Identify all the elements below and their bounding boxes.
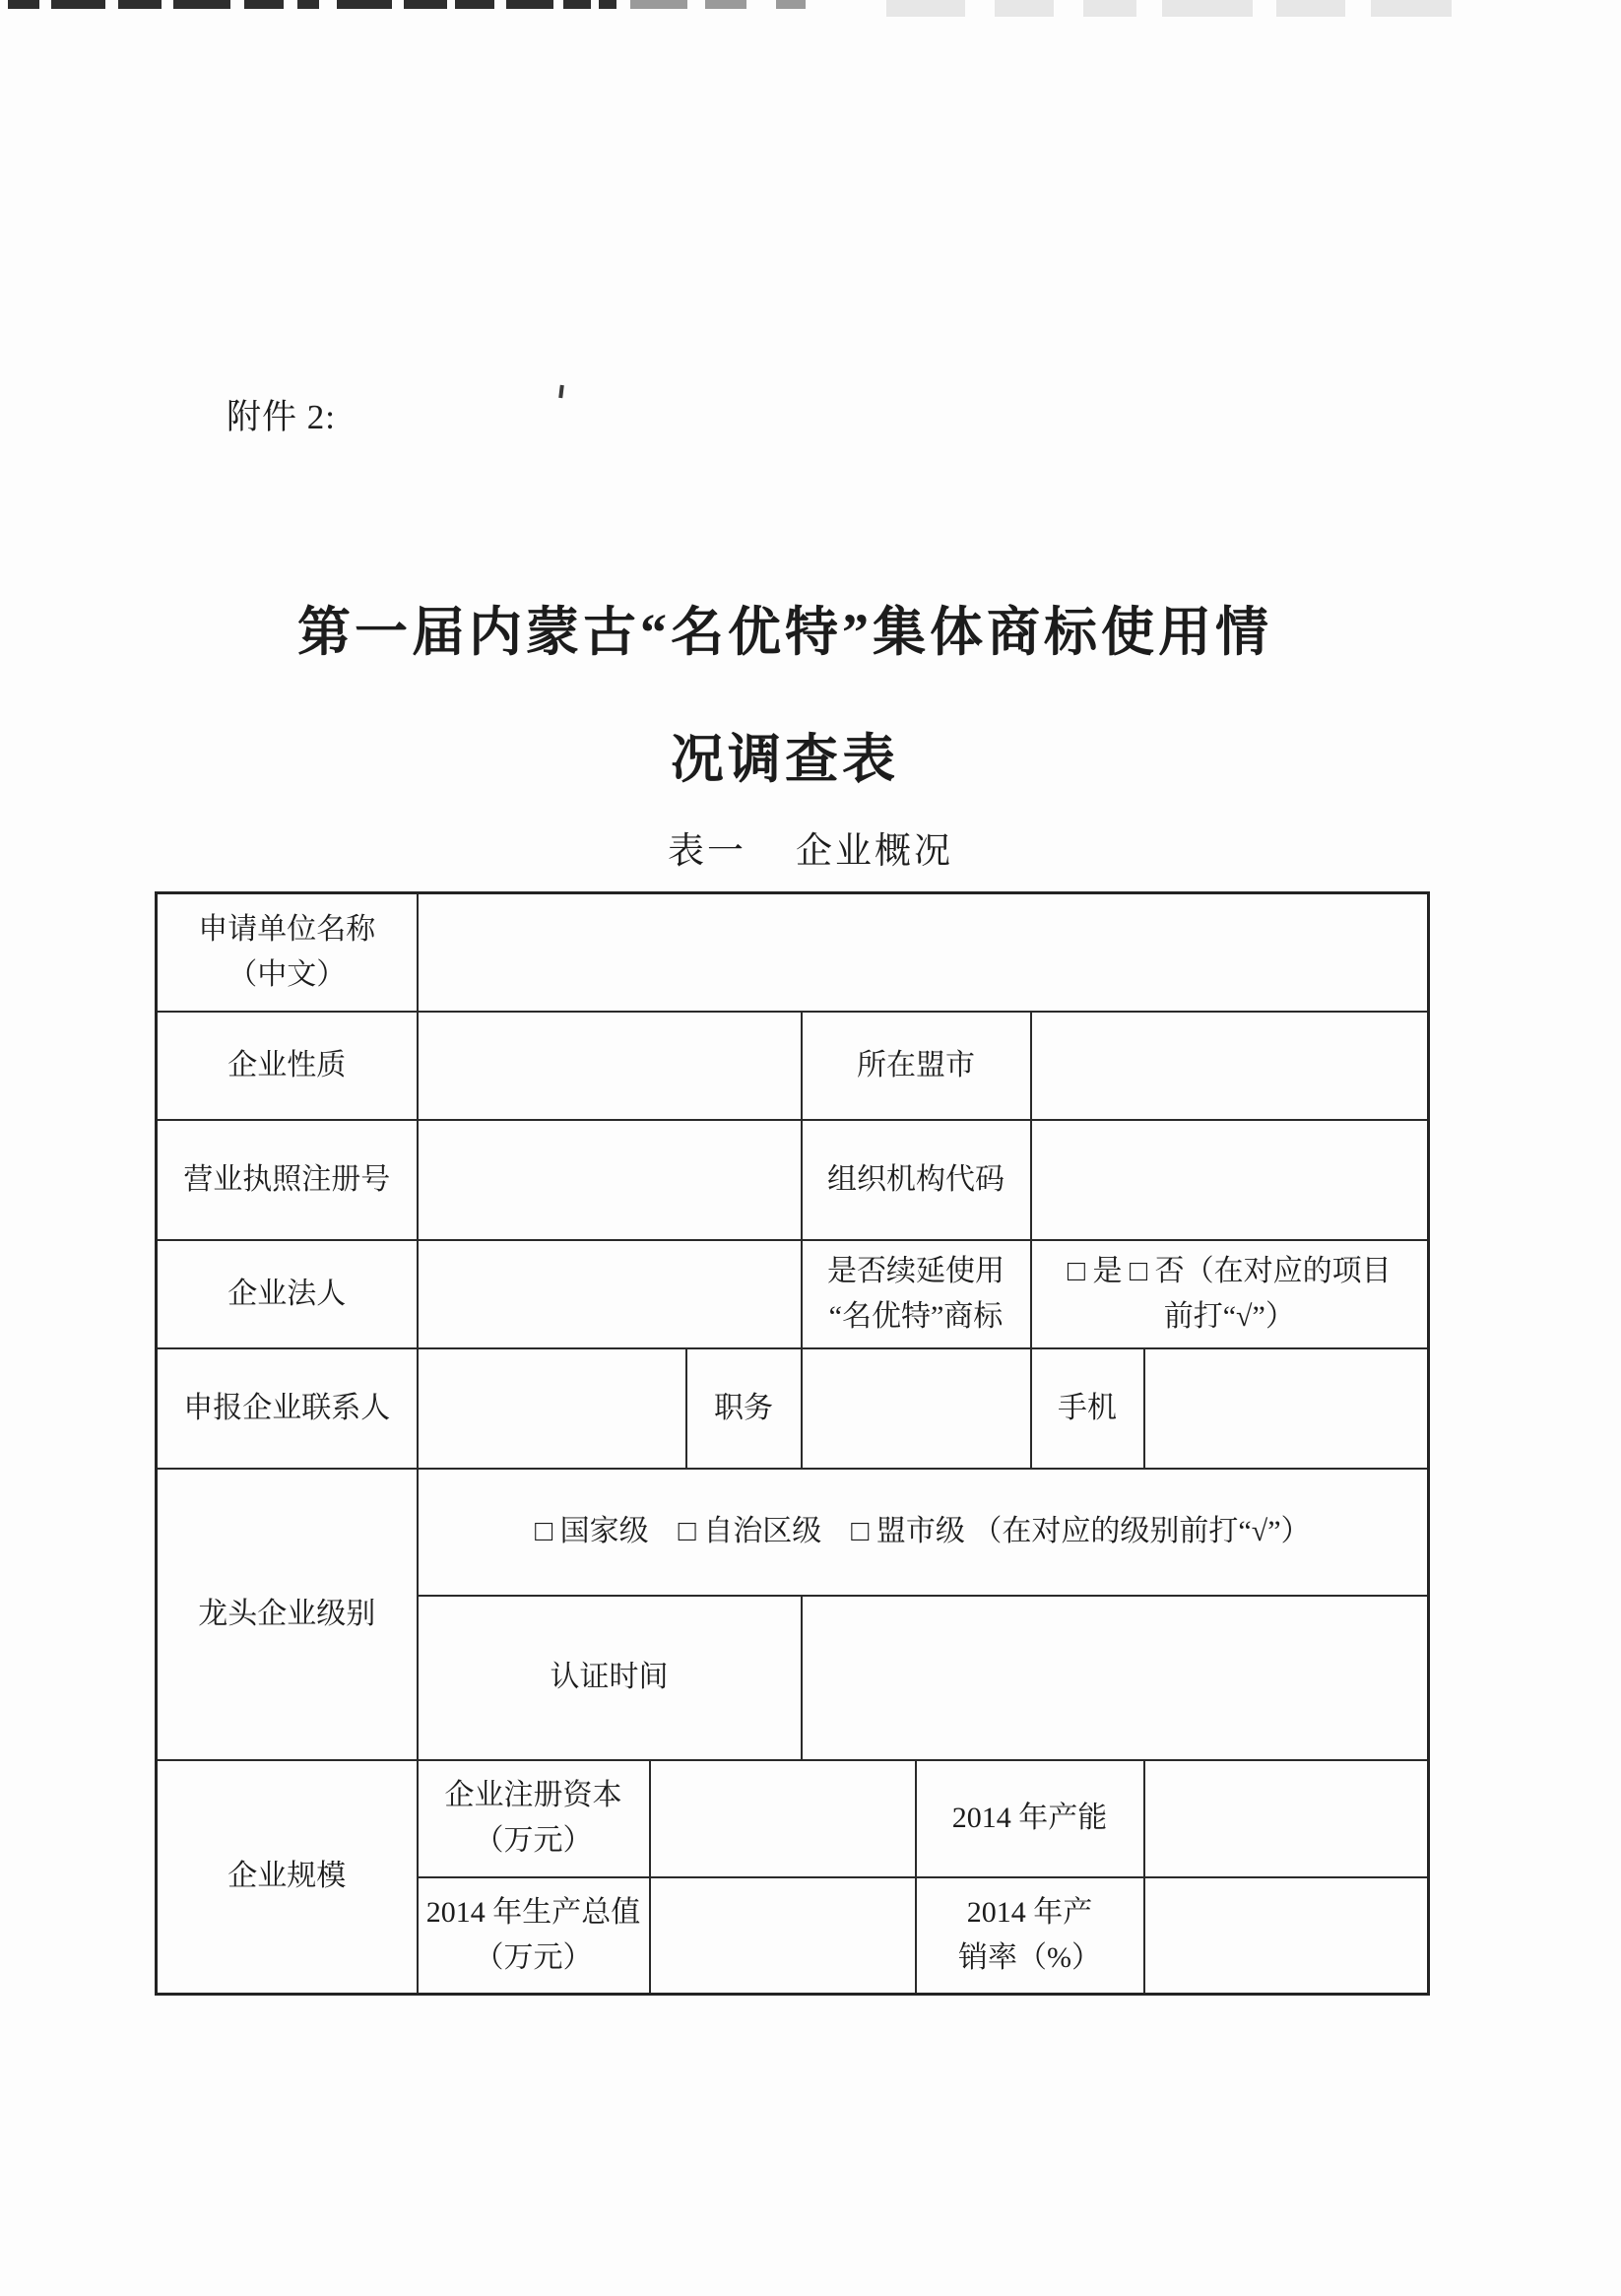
table-caption [0, 820, 1621, 874]
scan-artifact [563, 0, 591, 9]
title-line-1: 第一届内蒙古“名优特”集体商标使用情 [297, 603, 1272, 662]
scan-artifact [630, 0, 687, 9]
scan-artifact [118, 0, 162, 9]
label-mobile: 手机 [1031, 1348, 1144, 1469]
scan-artifact [506, 0, 553, 9]
checkbox-group-leading-level: □ 国家级 □ 自治区级 □ 盟市级 （在对应的级别前打“√”） [418, 1469, 1429, 1596]
caption-table-title: 企业概况 [796, 831, 953, 872]
input-legal-person [418, 1240, 802, 1348]
label-registered-capital: 企业注册资本 （万元） [418, 1760, 650, 1877]
label-applicant-name: 申请单位名称 （中文） [157, 893, 418, 1012]
scan-artifact [1371, 0, 1452, 17]
renewal-options-line-1: □ 是 □ 否（在对应的项目 [1067, 1254, 1392, 1287]
scan-artifact [455, 0, 494, 9]
label-business-license-no: 营业执照注册号 [157, 1120, 418, 1240]
enterprise-overview-table [155, 891, 1430, 1996]
input-applicant-name [418, 893, 1429, 1012]
scan-speck [558, 385, 564, 398]
label-leading-enterprise-level: 龙头企业级别 [157, 1469, 418, 1760]
row-enterprise-scale-1 [157, 1760, 1429, 1877]
label-renewal: 是否续延使用 “名优特”商标 [802, 1240, 1031, 1348]
label-org-code: 组织机构代码 [802, 1120, 1031, 1240]
input-enterprise-nature [418, 1012, 802, 1120]
input-position [802, 1348, 1031, 1469]
label-legal-person: 企业法人 [157, 1240, 418, 1348]
scan-artifact [173, 0, 230, 9]
input-org-code [1031, 1120, 1429, 1240]
scan-artifact [886, 0, 965, 17]
input-mobile [1144, 1348, 1429, 1469]
label-capacity-2014: 2014 年产能 [916, 1760, 1144, 1877]
label-enterprise-nature: 企业性质 [157, 1012, 418, 1120]
checkbox-group-renewal [1031, 1240, 1429, 1348]
row-business-license [157, 1120, 1429, 1240]
scan-artifact [995, 0, 1054, 17]
scan-artifact [404, 0, 447, 9]
input-sales-rate-2014 [1144, 1877, 1429, 1995]
row-applicant-name [157, 893, 1429, 1012]
label-gross-output-2014: 2014 年生产总值 （万元） [418, 1877, 650, 1995]
document-title [0, 569, 1595, 823]
input-capacity-2014 [1144, 1760, 1429, 1877]
row-enterprise-nature [157, 1012, 1429, 1120]
input-certification-time [802, 1596, 1429, 1760]
scan-artifact [705, 0, 746, 9]
scan-artifact [1276, 0, 1345, 17]
caption-table-number: 表一 [668, 831, 746, 872]
scan-artifact [599, 0, 616, 9]
label-league-city: 所在盟市 [802, 1012, 1031, 1120]
label-sales-rate-2014: 2014 年产 销率（%） [916, 1877, 1144, 1995]
label-position: 职务 [686, 1348, 802, 1469]
input-league-city [1031, 1012, 1429, 1120]
attachment-label: 附件 2: [227, 398, 336, 436]
scan-artifact [244, 0, 284, 9]
renewal-options-line-2: 前打“√”） [1163, 1299, 1295, 1333]
row-leading-enterprise-level [157, 1469, 1429, 1596]
label-certification-time: 认证时间 [418, 1596, 802, 1760]
input-registered-capital [650, 1760, 916, 1877]
input-business-license-no [418, 1120, 802, 1240]
input-contact [418, 1348, 686, 1469]
scan-artifact [1162, 0, 1253, 17]
row-legal-person [157, 1240, 1429, 1348]
scan-artifact [297, 0, 319, 9]
scan-artifact [337, 0, 392, 9]
scan-artifact [51, 0, 105, 9]
scan-artifact [1083, 0, 1136, 17]
label-enterprise-scale: 企业规模 [157, 1760, 418, 1995]
scan-artifact [8, 0, 39, 9]
input-gross-output-2014 [650, 1877, 916, 1995]
row-contact [157, 1348, 1429, 1469]
scan-artifact [776, 0, 806, 9]
label-contact: 申报企业联系人 [157, 1348, 418, 1469]
title-line-2: 况调查表 [671, 730, 899, 789]
